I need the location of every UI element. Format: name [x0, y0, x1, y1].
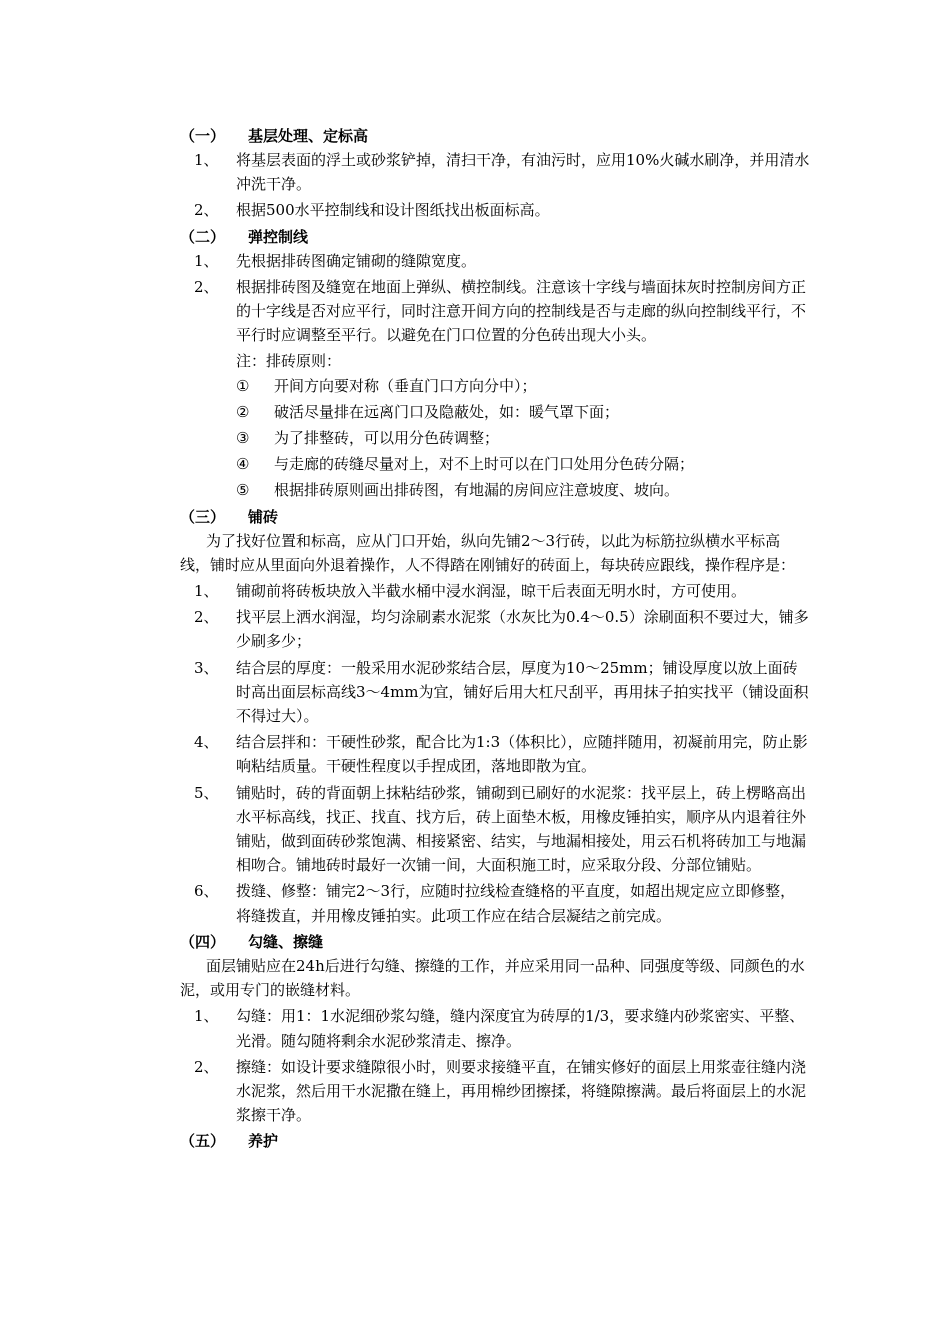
rule-number: ⑤ — [236, 481, 250, 500]
rule-number: ④ — [236, 455, 250, 474]
document-body — [180, 124, 810, 1153]
section-heading — [180, 225, 810, 249]
note-label: 注：排砖原则： — [236, 352, 342, 371]
section-number: （二） — [180, 227, 226, 246]
list-item — [180, 579, 810, 603]
item-number: 2、 — [194, 277, 219, 296]
section-heading — [180, 930, 810, 954]
section-title: 弹控制线 — [248, 227, 309, 246]
list-item — [180, 1004, 810, 1052]
rule-item — [180, 400, 810, 424]
intro-paragraph: 为了找好位置和标高，应从门口开始，纵向先铺2～3行砖，以此为标筋拉纵横水平标高线，铺时应从里面向外退着操作，人不得踏在刚铺好的砖面上，每块砖应跟线，操作程序是： — [180, 531, 796, 574]
rule-number: ② — [236, 402, 250, 421]
rule-text: 与走廊的砖缝尽量对上，对不上时可以在门口处用分色砖分隔； — [274, 455, 695, 474]
rule-item — [180, 452, 810, 476]
item-text: 将基层表面的浮土或砂浆铲掉，清扫干净，有油污时，应用10%火碱水刷净，并用清水冲洗干净。 — [236, 151, 810, 194]
item-number: 2、 — [194, 201, 219, 220]
rule-text: 为了排整砖，可以用分色砖调整； — [274, 429, 500, 448]
item-text: 找平层上洒水润湿，均匀涂刷素水泥浆（水灰比为0.4～0.5）涂刷面积不要过大，铺多少刷多少； — [236, 608, 809, 651]
section-heading — [180, 124, 810, 148]
section-title: 勾缝、擦缝 — [248, 932, 324, 951]
section-number: （一） — [180, 127, 226, 145]
item-text: 先根据排砖图确定铺砌的缝隙宽度。 — [236, 251, 477, 270]
list-item — [180, 730, 810, 778]
rule-item — [180, 374, 810, 398]
intro-paragraph: 面层铺贴应在24h后进行勾缝、擦缝的工作，并应采用同一品种、同强度等级、同颜色的水泥，或用专门的嵌缝材料。 — [180, 956, 805, 1000]
item-number: 1、 — [194, 251, 219, 270]
section-heading — [180, 505, 810, 529]
section-title: 铺砖 — [248, 507, 279, 526]
item-number: 3、 — [194, 658, 219, 677]
item-number: 5、 — [194, 783, 219, 802]
rule-item — [180, 426, 810, 450]
list-item — [180, 605, 810, 653]
rule-number: ③ — [236, 429, 250, 448]
section-number: （五） — [180, 1132, 226, 1151]
list-item — [180, 1055, 810, 1128]
section-number: （四） — [180, 932, 226, 951]
item-text: 拨缝、修整：铺完2～3行，应随时拉线检查缝格的平直度，如超出规定应立即修整，将缝拨直，并用橡皮锤拍实。此项工作应在结合层凝结之前完成。 — [236, 882, 796, 925]
item-text: 根据500水平控制线和设计图纸找出板面标高。 — [236, 201, 550, 220]
section-heading — [180, 1129, 810, 1153]
item-text: 勾缝：用1：1水泥细砂浆勾缝，缝内深度宜为砖厚的1/3，要求缝内砂浆密实、平整、光滑。随勾随将剩余水泥砂浆清走、擦净。 — [236, 1007, 805, 1050]
item-text: 铺贴时，砖的背面朝上抹粘结砂浆，铺砌到已刷好的水泥浆：找平层上，砖上楞略高出水平标高线，找正、找直、找方后，砖上面垫木板，用橡皮锤拍实，顺序从内退着往外铺贴，做到面砖砂浆饱满、相接紧密、结实，与地漏相接处，用云石机将砖加工与地漏相吻合。铺地砖时最好一次铺一间，大面积施工时，应采取分段、分部位铺贴。 — [236, 783, 807, 875]
item-number: 4、 — [194, 733, 219, 752]
rule-text: 破活尽量排在远离门口及隐蔽处，如：暖气罩下面； — [274, 402, 620, 421]
list-item — [180, 879, 810, 927]
list-item — [180, 198, 810, 222]
item-number: 6、 — [194, 882, 219, 901]
rule-text: 开间方向要对称（垂直门口方向分中）； — [274, 376, 537, 395]
item-text: 根据排砖图及缝宽在地面上弹纵、横控制线。注意该十字线与墙面抹灰时控制房间方正的十字线是否对应平行，同时注意开间方向的控制线是否与走廊的纵向控制线平行，不平行时应调整至平行。以避免在门口位置的分色砖出现大小头。 — [236, 277, 807, 345]
section-title: 养护 — [248, 1132, 279, 1151]
section-title: 基层处理、定标高 — [248, 127, 369, 145]
rule-number: ① — [236, 376, 250, 395]
list-item — [180, 781, 810, 878]
list-item — [180, 275, 810, 348]
item-text: 铺砌前将砖板块放入半截水桶中浸水润湿，晾干后表面无明水时，方可使用。 — [236, 582, 747, 601]
section-number: （三） — [180, 507, 226, 526]
item-text: 结合层拌和：干硬性砂浆，配合比为1:3（体积比），应随拌随用，初凝前用完，防止影响粘结质量。干硬性程度以手捏成团，落地即散为宜。 — [236, 733, 808, 776]
list-item — [180, 249, 810, 273]
item-number: 1、 — [194, 151, 219, 169]
rule-text: 根据排砖原则画出排砖图，有地漏的房间应注意坡度、坡向。 — [274, 481, 680, 500]
item-text: 结合层的厚度：一般采用水泥砂浆结合层，厚度为10～25mm；铺设厚度以放上面砖时高出面层标高线3～4mm为宜，铺好后用大杠尺刮平，再用抹子拍实找平（铺设面积不得过大）。 — [236, 658, 809, 726]
list-item — [180, 148, 810, 196]
item-number: 2、 — [194, 608, 219, 627]
item-number: 1、 — [194, 1007, 219, 1026]
item-number: 2、 — [194, 1057, 219, 1076]
item-text: 擦缝：如设计要求缝隙很小时，则要求接缝平直，在铺实修好的面层上用浆壶往缝内浇水泥浆，然后用干水泥撒在缝上，再用棉纱团擦揉，将缝隙擦满。最后将面层上的水泥浆擦干净。 — [236, 1057, 807, 1125]
rule-item — [180, 478, 810, 502]
list-item — [180, 656, 810, 729]
item-number: 1、 — [194, 582, 219, 601]
